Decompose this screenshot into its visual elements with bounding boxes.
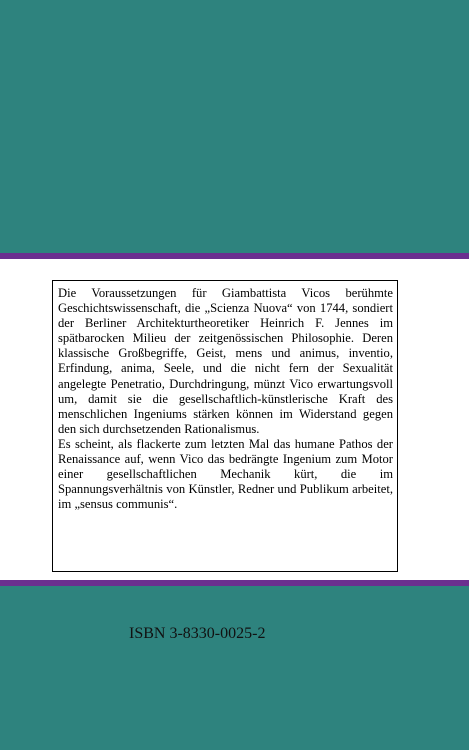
- bottom-teal-band: [0, 586, 469, 750]
- isbn-number: ISBN 3-8330-0025-2: [129, 625, 266, 642]
- blurb-text-box: [52, 280, 398, 572]
- top-teal-band: [0, 0, 469, 253]
- blurb-paragraph-2: Es scheint, als flackerte zum letzten Mal das humane Pathos der Renaissance auf, wenn Vico das bedrängte Ingenium zum Motor einer gesellschaftlichen Mechanik kürt, die im Spannungsverhältnis von Künstler, Redner und Publikum arbeitet, im „sensus communis“.: [58, 436, 393, 512]
- blurb-paragraph-1: Die Voraussetzungen für Giambattista Vicos berühmte Geschichtswissenschaft, die „Scienza Nuova“ von 1744, sondiert der Berliner Architekturtheoretiker Heinrich F. Jennes im spätbarocken Milieu der zeitgenössischen Philosophie. Deren klassische Großbegriffe, Geist, mens und animus, inventio, Erfindung, anima, Seele, und die nicht fern der Sexualität angelegte Penetratio, Durchdringung, münzt Vico erwartungsvoll um, damit sie die gesellschaftlich-künstlerische Kraft des menschlichen Ingeniums stärken können im Widerstand gegen den sich durchsetzenden Rationalismus.: [58, 286, 393, 436]
